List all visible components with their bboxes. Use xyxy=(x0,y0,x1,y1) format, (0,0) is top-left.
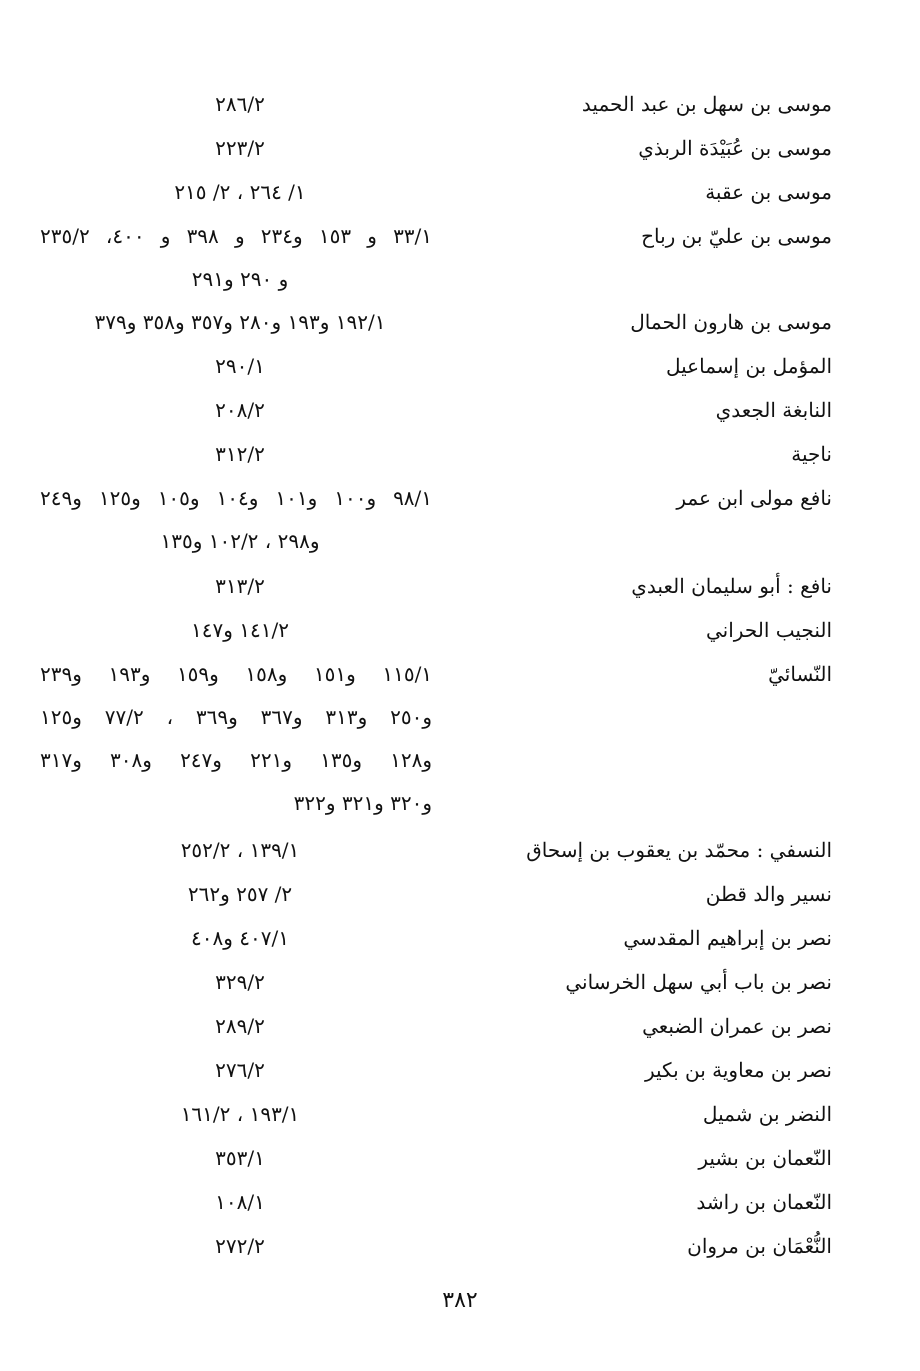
entry-name: موسى بن عليّ بن رباح xyxy=(641,224,832,248)
entry-reference: و٣٢٠ و٣٢١ و٣٢٢ xyxy=(293,791,432,815)
entry-name: موسى بن عقبة xyxy=(705,180,832,204)
entry-reference: ٤٠٧/١ و٤٠٨ xyxy=(191,926,289,950)
entry-reference: ١٠٨/١ xyxy=(215,1190,265,1214)
entry-name: النّعمان بن راشد xyxy=(696,1190,832,1214)
entry-reference: ١١٥/١ و١٥١ و١٥٨ و١٥٩ و١٩٣ و٢٣٩ xyxy=(40,662,433,686)
entry-reference: ١٣٩/١ ، ٢٥٢/٢ xyxy=(180,838,300,862)
entry-reference: ٢٨٦/٢ xyxy=(215,92,265,116)
entry-reference: ٣٥٣/١ xyxy=(215,1146,265,1170)
entry-reference: ١/ ٢٦٤ ، ٢/ ٢١٥ xyxy=(174,180,306,204)
entry-reference: ٢/ ٢٥٧ و٢٦٢ xyxy=(187,882,293,906)
page-number: ٣٨٢ xyxy=(442,1288,478,1313)
entry-name: نسير والد قطن xyxy=(705,882,832,906)
entry-reference: و٢٥٠ و٣١٣ و٣٦٧ و٣٦٩ ، ٧٧/٢ و١٢٥ xyxy=(40,705,433,729)
entry-reference: ٣١٣/٢ xyxy=(215,574,265,598)
entry-name: نصر بن عمران الضبعي xyxy=(642,1014,832,1038)
entry-name: نصر بن معاوية بن بكير xyxy=(644,1058,832,1082)
entry-reference: ١٤١/٢ و١٤٧ xyxy=(191,618,289,642)
entry-reference: ٣٣/١ و ١٥٣ و٢٣٤ و ٣٩٨ و ٤٠٠، ٢٣٥/٢ xyxy=(40,224,433,248)
entry-reference: ١٩٣/١ ، ١٦١/٢ xyxy=(180,1102,300,1126)
entry-reference: ٢٧٦/٢ xyxy=(215,1058,265,1082)
entry-name: النّسائيّ xyxy=(768,662,832,686)
entry-name: نصر بن باب أبي سهل الخرساني xyxy=(565,970,832,994)
entry-reference: و٢٩٨ ، ١٠٢/٢ و١٣٥ xyxy=(160,529,320,553)
entry-reference: ٢٠٨/٢ xyxy=(215,398,265,422)
entry-reference: ٣٢٩/٢ xyxy=(215,970,265,994)
entry-name: النّعمان بن بشير xyxy=(698,1146,832,1170)
entry-name: النسفي : محمّد بن يعقوب بن إسحاق xyxy=(526,838,832,862)
entry-name: موسى بن هارون الحمال xyxy=(630,310,832,334)
entry-name: المؤمل بن إسماعيل xyxy=(666,354,832,378)
entry-name: موسى بن عُبَيْدَة الربذي xyxy=(638,136,832,160)
entry-name: النُّعْمَان بن مروان xyxy=(687,1234,832,1258)
entry-name: نافع مولى ابن عمر xyxy=(676,486,832,510)
entry-name: موسى بن سهل بن عبد الحميد xyxy=(581,92,832,116)
entry-reference: ٢٢٣/٢ xyxy=(215,136,265,160)
entry-reference: ٢٧٢/٢ xyxy=(215,1234,265,1258)
entry-name: ناجية xyxy=(791,442,832,466)
entry-name: النابغة الجعدي xyxy=(715,398,832,422)
entry-reference: و ٢٩٠ و٢٩١ xyxy=(191,267,289,291)
entry-reference: ٢٨٩/٢ xyxy=(215,1014,265,1038)
entry-name: نافع : أبو سليمان العبدي xyxy=(631,574,832,598)
entry-reference: ٢٩٠/١ xyxy=(215,354,265,378)
entry-name: النضر بن شميل xyxy=(702,1102,832,1126)
entry-reference: و١٢٨ و١٣٥ و٢٢١ و٢٤٧ و٣٠٨ و٣١٧ xyxy=(40,748,433,772)
entry-reference: ٩٨/١ و١٠٠ و١٠١ و١٠٤ و١٠٥ و١٢٥ و٢٤٩ xyxy=(40,486,433,510)
entry-name: النجيب الحراني xyxy=(705,618,832,642)
entry-name: نصر بن إبراهيم المقدسي xyxy=(623,926,832,950)
entry-reference: ١٩٢/١ و١٩٣ و٢٨٠ و٣٥٧ و٣٥٨ و٣٧٩ xyxy=(94,310,386,334)
entry-reference: ٣١٢/٢ xyxy=(215,442,265,466)
